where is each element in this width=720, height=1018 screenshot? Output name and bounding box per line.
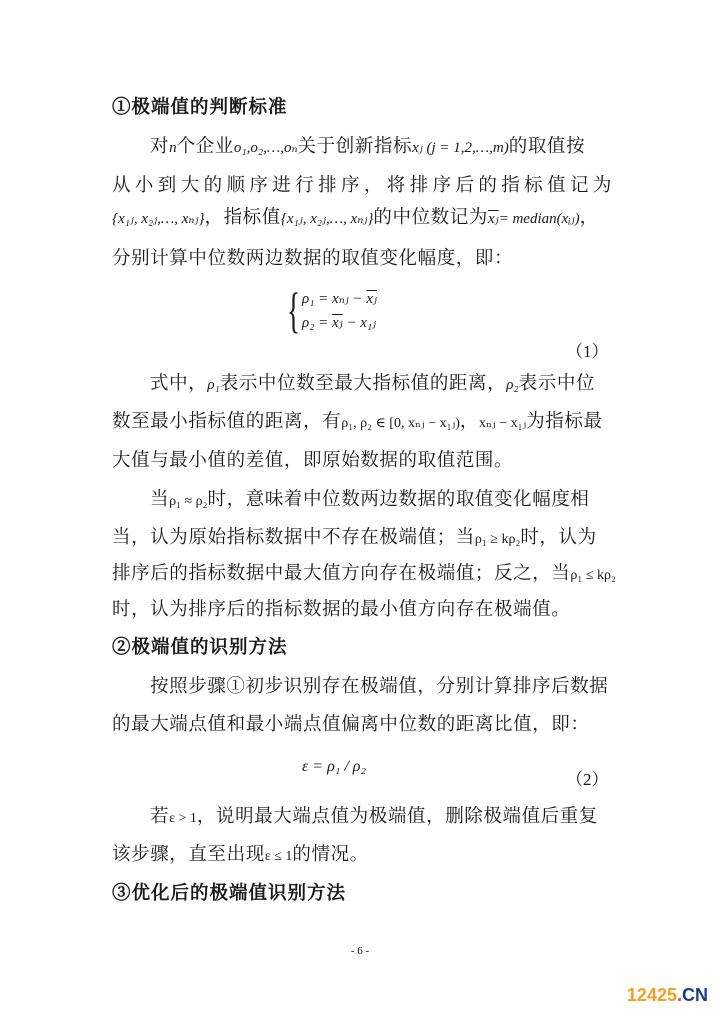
page-number: - 6 - bbox=[350, 945, 370, 957]
math-condition: ρ₁ ≥ kρ₂ bbox=[474, 532, 521, 547]
paragraph-2-line-1 bbox=[150, 372, 610, 397]
paragraph-5-line-2 bbox=[112, 843, 612, 869]
paragraph-3-line-3 bbox=[112, 562, 616, 588]
math-indicator: xⱼ (j = 1,2,…,m) bbox=[412, 140, 509, 156]
text: ， bbox=[459, 411, 479, 432]
math-condition: ρ₁ ≤ kρ₂ bbox=[570, 568, 616, 583]
text: 式中， bbox=[150, 373, 208, 394]
equation-1-number: （1） bbox=[566, 342, 609, 361]
text: 时，意味着中位数两边数据的取值变化幅度相 bbox=[207, 489, 590, 510]
watermark-logo bbox=[627, 985, 708, 1006]
text: 时，认为 bbox=[520, 527, 597, 548]
text: 排序后的指标数据中最大值方向存在极端值；反之，当 bbox=[112, 563, 571, 584]
text: ， bbox=[579, 207, 599, 228]
math-range: xₙⱼ − x₁ⱼ bbox=[478, 416, 527, 431]
watermark-cn: CN bbox=[682, 985, 708, 1005]
text: 关于创新指标 bbox=[297, 136, 413, 157]
equation-1-row-2 bbox=[302, 313, 376, 332]
paragraph-1-line-3 bbox=[112, 206, 612, 231]
math-median: = median(xᵢⱼ) bbox=[498, 211, 580, 227]
math-enterprises: o₁,o₂,…,oₙ bbox=[233, 140, 298, 156]
text: 的情况。 bbox=[292, 844, 369, 865]
paragraph-1-line-4: 分别计算中位数两边数据的取值变化幅度，即： bbox=[112, 248, 514, 269]
watermark-number: 12425 bbox=[626, 985, 677, 1005]
text: 当，认为原始指标数据中不存在极端值；当 bbox=[112, 527, 475, 548]
math-set: {x₁ⱼ, x₂ⱼ,…, xₙⱼ} bbox=[280, 211, 374, 227]
math-n: n bbox=[169, 140, 177, 156]
math-condition: ε ≤ 1 bbox=[264, 849, 293, 864]
text: 数至最小指标值的距离，有 bbox=[112, 411, 342, 432]
equation-1-row-1 bbox=[302, 289, 377, 308]
eq-text: ρ₁ = xₙⱼ − bbox=[302, 291, 363, 307]
math-set: {x₁ⱼ, x₂ⱼ,…, xₙⱼ} bbox=[112, 211, 205, 227]
section-heading-1: ①极端值的判断标准 bbox=[112, 97, 288, 118]
eq-text: − x₁ⱼ bbox=[346, 315, 377, 331]
math-condition: ρ₁, ρ₂ ∈ [0, xₙⱼ − x₁ⱼ) bbox=[341, 416, 460, 431]
paragraph-3-line-4: 时，认为排序后的指标数据的最小值方向存在极端值。 bbox=[112, 599, 571, 620]
math-rho2: ρ₂ bbox=[506, 377, 519, 393]
section-heading-3: ③优化后的极端值识别方法 bbox=[112, 883, 347, 904]
math-condition: ρ₁ ≈ ρ₂ bbox=[169, 494, 208, 509]
text: 表示中位 bbox=[518, 373, 596, 394]
text: 当 bbox=[150, 489, 170, 510]
paragraph-2-line-3: 大值与最小值的差值，即原始数据的取值范围。 bbox=[112, 450, 514, 471]
paragraph-2-line-2 bbox=[112, 410, 612, 436]
paragraph-3-line-1 bbox=[150, 488, 610, 514]
eq-median-bar: $\overline{xⱼ}$ bbox=[366, 291, 377, 307]
paragraph-1-line-1 bbox=[150, 135, 610, 160]
text: 的中位数记为 bbox=[373, 207, 488, 228]
equation-2-number: （2） bbox=[566, 770, 609, 789]
section-heading-2: ②极端值的识别方法 bbox=[112, 637, 288, 658]
text: 表示中位数至最大指标值的距离， bbox=[219, 373, 507, 394]
eq-text: ρ₂ = bbox=[302, 315, 329, 331]
text: 个企业 bbox=[176, 136, 234, 157]
paragraph-4-line-1: 按照步骤①初步识别存在极端值，分别计算排序后数据 bbox=[150, 676, 609, 697]
math-rho1: ρ₁ bbox=[207, 377, 220, 393]
text: 的取值按 bbox=[508, 136, 586, 157]
text: 对 bbox=[150, 136, 170, 157]
math-median-bar: $\overline{xⱼ}$ bbox=[487, 211, 499, 227]
text: 若 bbox=[150, 806, 170, 827]
paragraph-4-line-2: 的最大端点值和最小端点值偏离中位数的距离比值，即： bbox=[112, 714, 590, 735]
equation-2: ε = ρ₁ / ρ₂ bbox=[302, 758, 367, 775]
math-condition: ε > 1 bbox=[169, 811, 197, 826]
left-brace: { bbox=[287, 282, 301, 338]
paragraph-5-line-1 bbox=[150, 805, 610, 831]
text: 为指标最 bbox=[526, 411, 603, 432]
eq-median-bar: $\overline{xⱼ}$ bbox=[332, 315, 343, 331]
text: 该步骤，直至出现 bbox=[112, 844, 265, 865]
watermark-dot: . bbox=[676, 985, 682, 1005]
text: ，指标值 bbox=[204, 207, 281, 228]
text: ，说明最大端点值为极端值，删除极端值后重复 bbox=[196, 806, 598, 827]
paragraph-3-line-2 bbox=[112, 526, 612, 552]
paragraph-1-line-2: 从小到大的顺序进行排序，将排序后的指标值记为 bbox=[112, 175, 612, 196]
